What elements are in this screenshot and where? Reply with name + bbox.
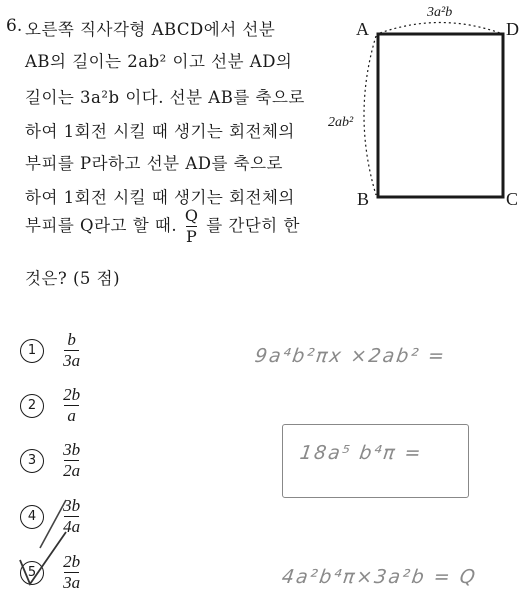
choice-1-number: 1 <box>20 339 44 363</box>
question-line-7-before: 부피를 Q라고 할 때. <box>25 216 178 235</box>
choice-5-number: 5 <box>20 561 44 585</box>
handwritten-work-line-3: 4a²b⁴π×3a²b = Q <box>280 566 479 588</box>
choice-4-number: 4 <box>20 505 44 529</box>
choice-2-numerator: 2b <box>63 385 81 404</box>
question-line-6: 하여 1회전 시킬 때 생기는 회전체의 <box>25 188 295 207</box>
strike-through-choice-4 <box>40 500 66 548</box>
left-side-length: 2ab² <box>328 115 354 130</box>
choice-3-denominator: 2a <box>63 461 81 480</box>
question-line-2: AB의 길이는 2ab² 이고 선분 AD의 <box>25 52 293 71</box>
choice-1-denominator: 3a <box>63 351 81 370</box>
choice-5-denominator: 3a <box>63 573 81 592</box>
vertex-a-label: A <box>356 19 369 39</box>
choice-1-numerator: b <box>67 330 76 349</box>
choice-2-denominator: a <box>67 406 76 425</box>
question-number: 6. <box>6 16 23 36</box>
question-line-5: 부피를 P라하고 선분 AD를 축으로 <box>25 154 283 173</box>
choice-4-numerator: 3b <box>63 496 81 515</box>
top-side-length: 3a²b <box>427 5 453 20</box>
handwritten-work-line-2: 18a⁵ b⁴π = <box>298 442 425 464</box>
vertex-d-label: D <box>506 19 519 39</box>
choice-2-number: 2 <box>20 394 44 418</box>
choice-3-number: 3 <box>20 449 44 473</box>
fraction-denominator: P <box>186 227 198 246</box>
question-line-3: 길이는 3a²b 이다. 선분 AB를 축으로 <box>25 88 305 107</box>
choice-5-numerator: 2b <box>63 552 81 571</box>
choice-3-numerator: 3b <box>63 440 81 459</box>
check-mark-icon <box>20 532 66 584</box>
vertex-c-label: C <box>506 189 519 209</box>
question-points-line: 것은? (5 점) <box>25 269 121 288</box>
choice-4-denominator: 4a <box>63 517 81 536</box>
question-line-4: 하여 1회전 시킬 때 생기는 회전체의 <box>25 122 295 141</box>
question-line-1: 오른쪽 직사각형 ABCD에서 선분 <box>25 20 276 39</box>
question-line-7-after: 를 간단히 한 <box>206 216 300 235</box>
handwritten-work-line-1: 9a⁴b²πx ×2ab² = <box>253 345 448 367</box>
vertex-b-label: B <box>357 189 370 209</box>
fraction-numerator: Q <box>184 206 199 225</box>
